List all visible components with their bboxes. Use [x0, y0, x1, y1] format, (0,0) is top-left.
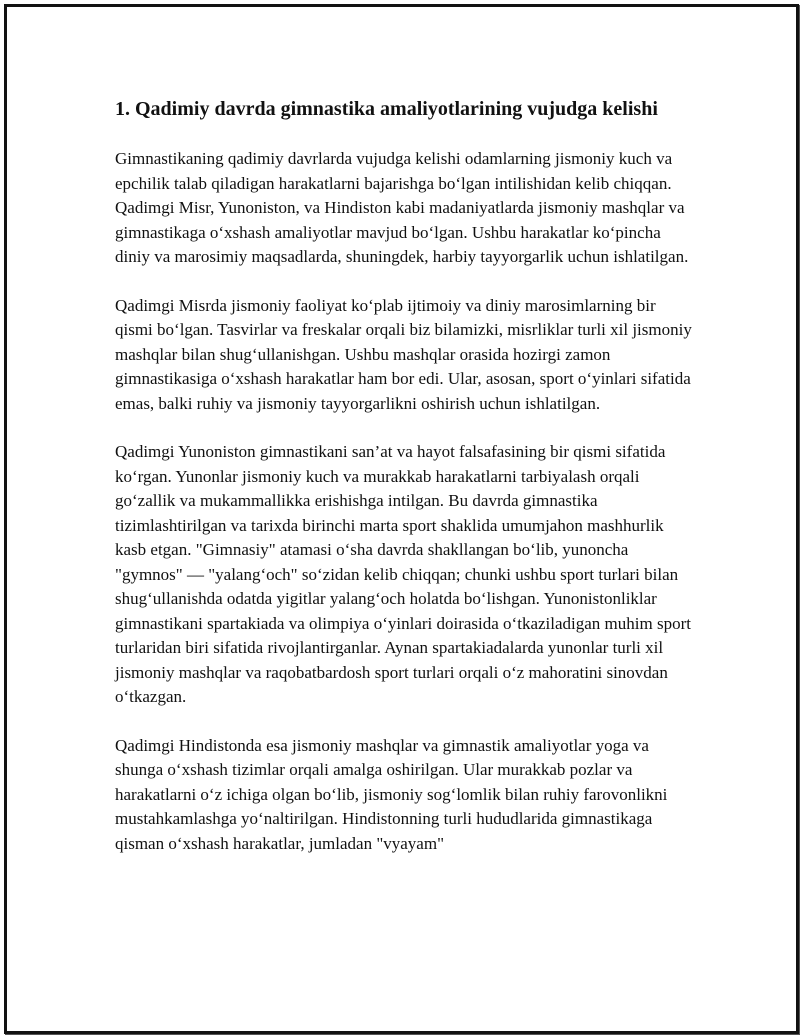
paragraph-intro: Gimnastikaning qadimiy davrlarda vujudga kelishi odamlarning jismoniy kuch va epchilik talab qiladigan harakatlarni bajarishga bo‘lgan intilishidan kelib chiqqan. Qadimgi Misr, Yunoniston, va Hindiston kabi madaniyatlarda jismoniy mashqlar va gimnastikaga o‘xshash amaliyotlar mavjud bo‘lgan. Ushbu harakatlar ko‘pincha diniy va marosimiy maqsadlarda, shuningdek, harbiy tayyorgarlik uchun ishlatilgan. — [115, 149, 689, 266]
paragraph-egypt: Qadimgi Misrda jismoniy faoliyat ko‘plab ijtimoiy va diniy marosimlarning bir qismi bo‘lgan. Tasvirlar va freskalar orqali biz bilamizki, misrliklar turli xil jismoniy mashqlar bilan shug‘ullanishgan. Ushbu mashqlar orasida hozirgi zamon gimnastikasiga o‘xshash harakatlar ham bor edi. Ular, asosan, sport o‘yinlari sifatida emas, balki ruhiy va jismoniy tayyorgarlikni oshirish uchun ishlatilgan. — [115, 295, 692, 413]
document-body — [115, 95, 695, 880]
paragraph-india: Qadimgi Hindistonda esa jismoniy mashqlar va gimnastik amaliyotlar yoga va shunga o‘xshash tizimlar orqali amalga oshirilgan. Ular murakkab pozlar va harakatlarni o‘z ichiga olgan bo‘lib, jismoniy sog‘lomlik bilan ruhiy farovonlikni mustahkamlashga yo‘naltirilgan. Hindistonning turli hududlarida gimnastikaga qisman o‘xshash harakatlar, jumladan "vyayam" — [115, 735, 668, 853]
paragraph-greece: Qadimgi Yunoniston gimnastikani san’at va hayot falsafasining bir qismi sifatida ko‘rgan. Yunonlar jismoniy kuch va murakkab harakatlarni tarbiyalash orqali go‘zallik va mukammallikka erishishga intilgan. Bu davrda gimnastika tizimlashtirilgan va tarixda birinchi marta sport shaklida umumjahon mashhurlik kasb etgan. "Gimnasiy" atamasi o‘sha davrda shakllangan bo‘lib, yunoncha "gymnos" — "yalang‘och" so‘zidan kelib chiqqan; chunki ushbu sport turlari bilan shug‘ullanishda odatda yigitlar yalang‘och holatda bo‘lishgan. Yunonistonliklar gimnastikani spartakiada va olimpiya o‘yinlari doirasida o‘tkaziladigan muhim sport turlaridan biri sifatida rivojlantirganlar. Aynan spartakiadalarda yunonlar turli xil jismoniy mashqlar va raqobatbardosh sport turlari orqali o‘z mahoratini sinovdan o‘tkazgan. — [115, 442, 691, 706]
section-heading: 1. Qadimiy davrda gimnastika amaliyotlarining vujudga kelishi — [115, 98, 658, 120]
